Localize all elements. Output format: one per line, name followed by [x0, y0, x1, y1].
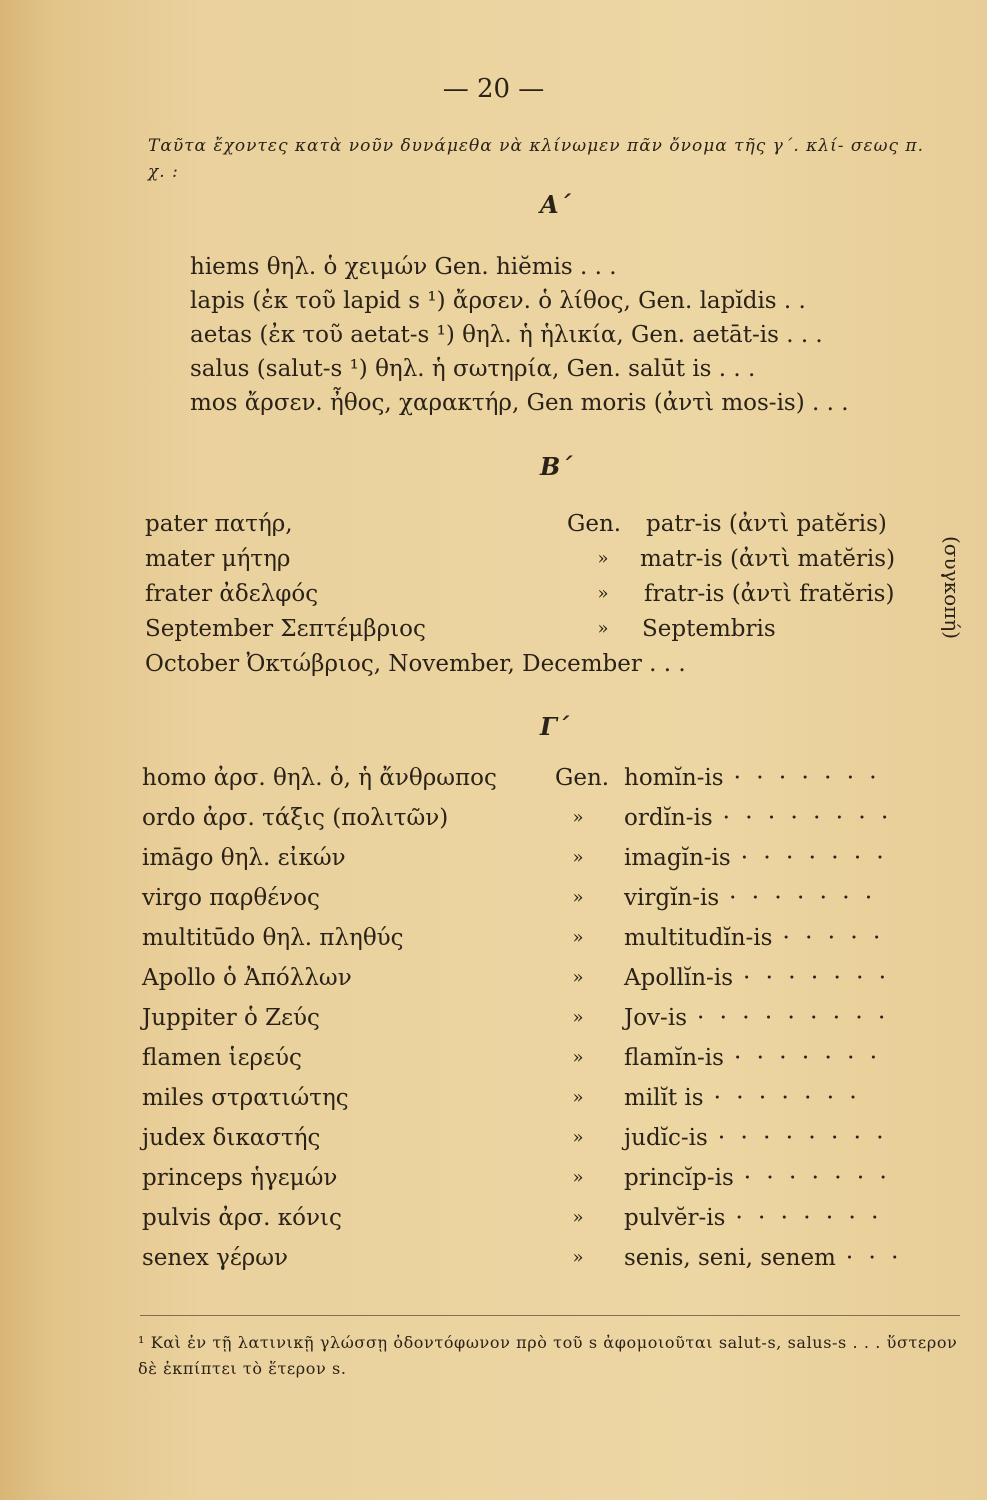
section-c-form: virgĭn-is [624, 885, 720, 911]
section-c-mark: » [572, 1207, 584, 1228]
section-c-form: ordĭn-is [624, 805, 713, 831]
section-c-left: pulvis ἀρσ. κόνις [142, 1205, 342, 1231]
section-a-heading: Α΄ [540, 190, 571, 219]
section-c-right [624, 1165, 891, 1191]
section-c-mark: » [572, 1247, 584, 1268]
leader-dots: · · · · · · · [733, 765, 881, 791]
section-c-right [624, 1085, 861, 1111]
leader-dots: · · · · · · · [740, 845, 888, 871]
leader-dots: · · · · · · · [743, 1165, 891, 1191]
section-b-last-line: October Ὀκτώβριος, November, December . . . [145, 651, 686, 677]
section-c-form: multitudĭn-is [624, 925, 773, 951]
section-a-line: lapis (ἐκ τοῦ lapid s ¹) ἄρσεν. ὁ λίθος, Gen. lapĭdis . . [190, 288, 806, 314]
section-c-form: Jov-is [624, 1005, 687, 1031]
section-c-mark: » [572, 847, 584, 868]
footnote-divider [140, 1315, 960, 1316]
section-b-heading: Β΄ [540, 452, 573, 481]
section-c-form: Apollĭn-is [624, 965, 733, 991]
section-c-form: homĭn-is [624, 765, 724, 791]
section-a-line: salus (salut-s ¹) θηλ. ἡ σωτηρία, Gen. salūt is . . . [190, 356, 756, 382]
section-b-mark: » [597, 618, 609, 639]
section-c-left: judex δικαστής [142, 1125, 321, 1151]
section-c-mark: » [572, 927, 584, 948]
section-c-mark: » [572, 1127, 584, 1148]
section-b-right: Septembris [642, 616, 776, 642]
section-c-form: flamĭn-is [624, 1045, 724, 1071]
section-c-mark: » [572, 1087, 584, 1108]
section-c-right [624, 1005, 889, 1031]
section-c-left: princeps ἡγεμών [142, 1165, 338, 1191]
section-c-right [624, 765, 881, 791]
section-c-form: pulvĕr-is [624, 1205, 726, 1231]
section-c-left: miles στρατιώτης [142, 1085, 349, 1111]
section-c-left: senex γέρων [142, 1245, 289, 1271]
leader-dots: · · · · · · · · · [697, 1005, 890, 1031]
section-b-left: September Σεπτέμβριος [145, 616, 426, 642]
section-c-mark: » [572, 807, 584, 828]
section-a-line: hiems θηλ. ὁ χειμών Gen. hiĕmis . . . [190, 254, 617, 280]
section-c-mark: » [572, 1167, 584, 1188]
section-a-line: aetas (ἐκ τοῦ aetat-s ¹) θηλ. ἡ ἡλικία, Gen. aetāt-is . . . [190, 322, 823, 348]
section-c-left: ordo ἀρσ. τάξις (πολιτῶν) [142, 805, 449, 831]
section-c-form: senis, seni, senem [624, 1245, 836, 1271]
section-c-right [624, 1125, 888, 1151]
section-b-left: pater πατήρ, [145, 511, 293, 537]
leader-dots: · · · · · · · · [717, 1125, 888, 1151]
section-c-left: multitūdo θηλ. πληθύς [142, 925, 404, 951]
section-c-right [624, 965, 890, 991]
section-c-right [624, 845, 888, 871]
intro-text: Ταῦτα ἔχοντες κατὰ νοῦν δυνάμεθα νὰ κλίνωμεν πᾶν ὄνομα τῆς γ΄. κλί- σεως π. χ. : [148, 136, 924, 182]
section-c-left: flamen ἱερεύς [142, 1045, 302, 1071]
section-c-right [624, 1045, 881, 1071]
section-c-form: imagĭn-is [624, 845, 731, 871]
side-note: (συγκοπή) [940, 536, 964, 640]
section-b-mark: » [597, 548, 609, 569]
section-c-mark: » [572, 967, 584, 988]
leader-dots: · · · · · · · [729, 885, 877, 911]
page-number: — 20 — [442, 74, 545, 104]
section-c-mark: Gen. [555, 765, 610, 791]
section-b-left: mater μήτηρ [145, 546, 291, 572]
section-c-right [624, 1245, 902, 1271]
leader-dots: · · · · · · · [743, 965, 891, 991]
leader-dots: · · · · · · · [713, 1085, 861, 1111]
section-c-left: imāgo θηλ. εἰκών [142, 845, 346, 871]
section-b-left: frater ἀδελφός [145, 581, 319, 607]
leader-dots: · · · · · [782, 925, 885, 951]
section-c-right [624, 805, 892, 831]
section-b-right: matr-is (ἀντὶ matĕris) [640, 546, 896, 572]
section-c-right [624, 1205, 882, 1231]
section-c-form: princĭp-is [624, 1165, 734, 1191]
footnote: ¹ Καὶ ἐν τῇ λατινικῇ γλώσσῃ ὀδοντόφωνον πρὸ τοῦ s ἀφομοιοῦται salut-s, salus-s . . . ὕστερον δὲ ἐκπίπτει τὸ ἕτερον s. [138, 1333, 958, 1378]
section-c-left: Apollo ὁ Ἀπόλλων [142, 965, 352, 991]
leader-dots: · · · · · · · [735, 1205, 883, 1231]
section-c-left: virgo παρθένος [142, 885, 320, 911]
section-a-line: mos ἄρσεν. ἦθος, χαρακτήρ, Gen moris (ἀντὶ mos-is) . . . [190, 390, 849, 416]
section-c-form: milĭt is [624, 1085, 704, 1111]
leader-dots: · · · · · · · · [722, 805, 893, 831]
section-c-right [624, 885, 876, 911]
section-c-form: judĭc-is [624, 1125, 708, 1151]
section-c-left: homo ἀρσ. θηλ. ὁ, ἡ ἄνθρωπος [142, 765, 497, 791]
section-b-right: patr-is (ἀντὶ patĕris) [646, 511, 887, 537]
section-c-mark: » [572, 1007, 584, 1028]
section-c-mark: » [572, 1047, 584, 1068]
section-b-right: fratr-is (ἀντὶ fratĕris) [644, 581, 895, 607]
section-c-left: Juppiter ὁ Ζεύς [142, 1005, 320, 1031]
section-b-mark: Gen. [567, 511, 622, 537]
section-c-mark: » [572, 887, 584, 908]
leader-dots: · · · · · · · [733, 1045, 882, 1071]
section-c-right [624, 925, 884, 951]
leader-dots: · · · [845, 1245, 903, 1271]
section-c-heading: Γ΄ [540, 712, 570, 741]
section-b-mark: » [597, 583, 609, 604]
